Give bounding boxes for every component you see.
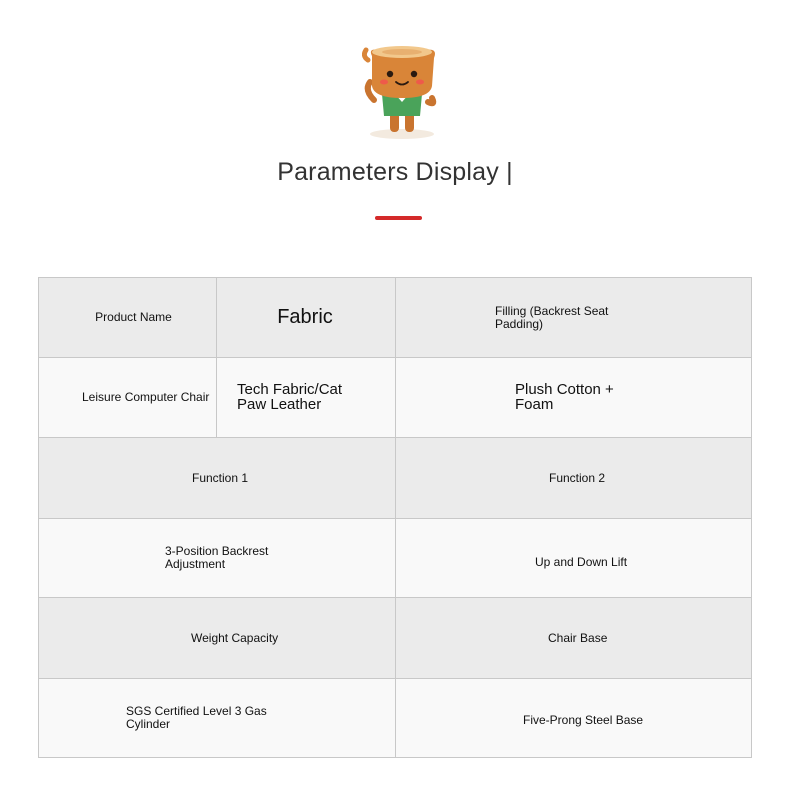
table-cell xyxy=(39,438,396,519)
table-cell xyxy=(396,519,751,598)
table-cell xyxy=(39,358,217,438)
filling-label: Filling (Backrest Seat Padding) xyxy=(495,303,609,331)
product-name-value: Leisure Computer Chair xyxy=(82,390,210,405)
table-cell xyxy=(396,278,751,358)
product-name-label: Product Name xyxy=(95,310,172,325)
function-2-value: Up and Down Lift xyxy=(535,554,628,569)
parameters-table xyxy=(38,277,752,758)
chair-base-value: Five-Prong Steel Base xyxy=(523,712,644,727)
weight-capacity-label: Weight Capacity xyxy=(191,630,279,645)
material-value: Tech Fabric/Cat Paw Leather xyxy=(237,381,343,413)
table-cell xyxy=(39,598,396,679)
table-cell xyxy=(396,598,751,679)
page-title: Parameters Display | xyxy=(277,158,513,186)
table-cell xyxy=(396,358,751,438)
function-2-label: Function 2 xyxy=(549,470,606,485)
tree-mascot-icon xyxy=(362,42,442,142)
chair-base-label: Chair Base xyxy=(548,630,608,645)
table-cell xyxy=(217,358,396,438)
table-cell xyxy=(396,679,751,757)
table-cell xyxy=(39,679,396,757)
table-cell xyxy=(217,278,396,358)
function-1-label: Function 1 xyxy=(192,470,249,485)
table-cell xyxy=(39,519,396,598)
function-1-value: 3-Position Backrest Adjustment xyxy=(165,544,269,571)
filling-value: Plush Cotton + Foam xyxy=(515,381,614,413)
material-label: Fabric xyxy=(277,306,333,328)
table-cell xyxy=(396,438,751,519)
table-cell xyxy=(39,278,217,358)
title-underline xyxy=(375,216,422,220)
weight-capacity-value: SGS Certified Level 3 Gas Cylinder xyxy=(126,704,267,731)
